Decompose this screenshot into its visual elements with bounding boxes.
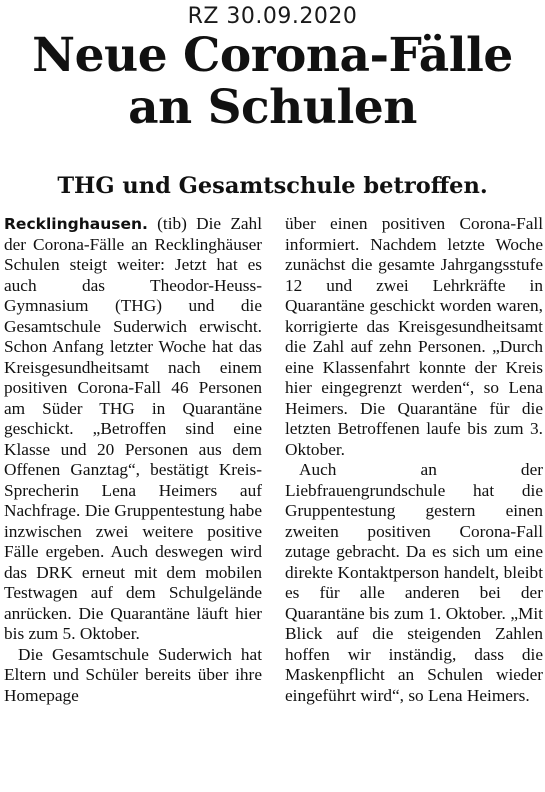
article-column-right [285,214,543,706]
date-stamp: RZ 30.09.2020 [187,4,358,29]
article-paragraph: Die Gesamtschule Suderwich hat Eltern und Schüler bereits über ihre Homepage [4,644,262,705]
article-paragraph [4,214,262,645]
headline-line-1: Neue Corona-Fälle [32,28,513,83]
paragraph-text: (tib) Die Zahl der Corona-Fälle an Recklinghäuser Schulen steigt weiter: Jetzt hat es auch das Theodor-Heuss-Gymnasium (THG) und die Gesamtschule Suderwich erwischt. Schon Anfang letzter Woche hat das Kreisgesundheitsamt nach einem positiven Corona-Fall 46 Personen am Süder THG in Quarantäne geschickt. „Betroffen sind eine Klasse und 20 Personen aus dem Offenen Ganztag“, bestätigt Kreis-Sprecherin Lena Heimers auf Nachfrage. Die Gruppentestung habe inzwischen zwei weitere positive Fälle ergeben. Auch deswegen wird das DRK erneut mit dem mobilen Testwagen auf dem Schulgelände anrücken. Die Quarantäne läuft hier bis zum 5. Oktober. [4,214,262,643]
headline [0,30,545,134]
subheadline: THG und Gesamtschule betroffen. [57,173,488,199]
article-paragraph: Auch an der Liebfrauengrundschule hat die Gruppentestung gestern einen zweiten positiven Corona-Fall zutage gebracht. Da es sich um eine direkte Kontaktperson handelt, bleibt es für alle anderen bei der Quarantäne bis zum 1. Oktober. „Mit Blick auf die steigenden Zahlen hoffen wir inständig, dass die Maskenpflicht an Schulen wieder eingeführt wird“, so Lena Heimers. [285,460,543,705]
article-paragraph: über einen positiven Corona-Fall informiert. Nachdem letzte Woche zunächst die gesamte Jahrgangsstufe 12 und zwei Lehrkräfte in Quarantäne geschickt worden waren, korrigierte das Kreisgesundheitsamt die Zahl auf zehn Personen. „Durch eine Klassenfahrt konnte der Kreis hier eingegrenzt werden“, so Lena Heimers. Die Quarantäne für die letzten Betroffenen laufe bis zum 3. Oktober. [285,214,543,459]
headline-line-2: an Schulen [128,80,417,135]
dateline: Recklinghausen. [4,215,148,233]
article-column-left [4,214,262,706]
